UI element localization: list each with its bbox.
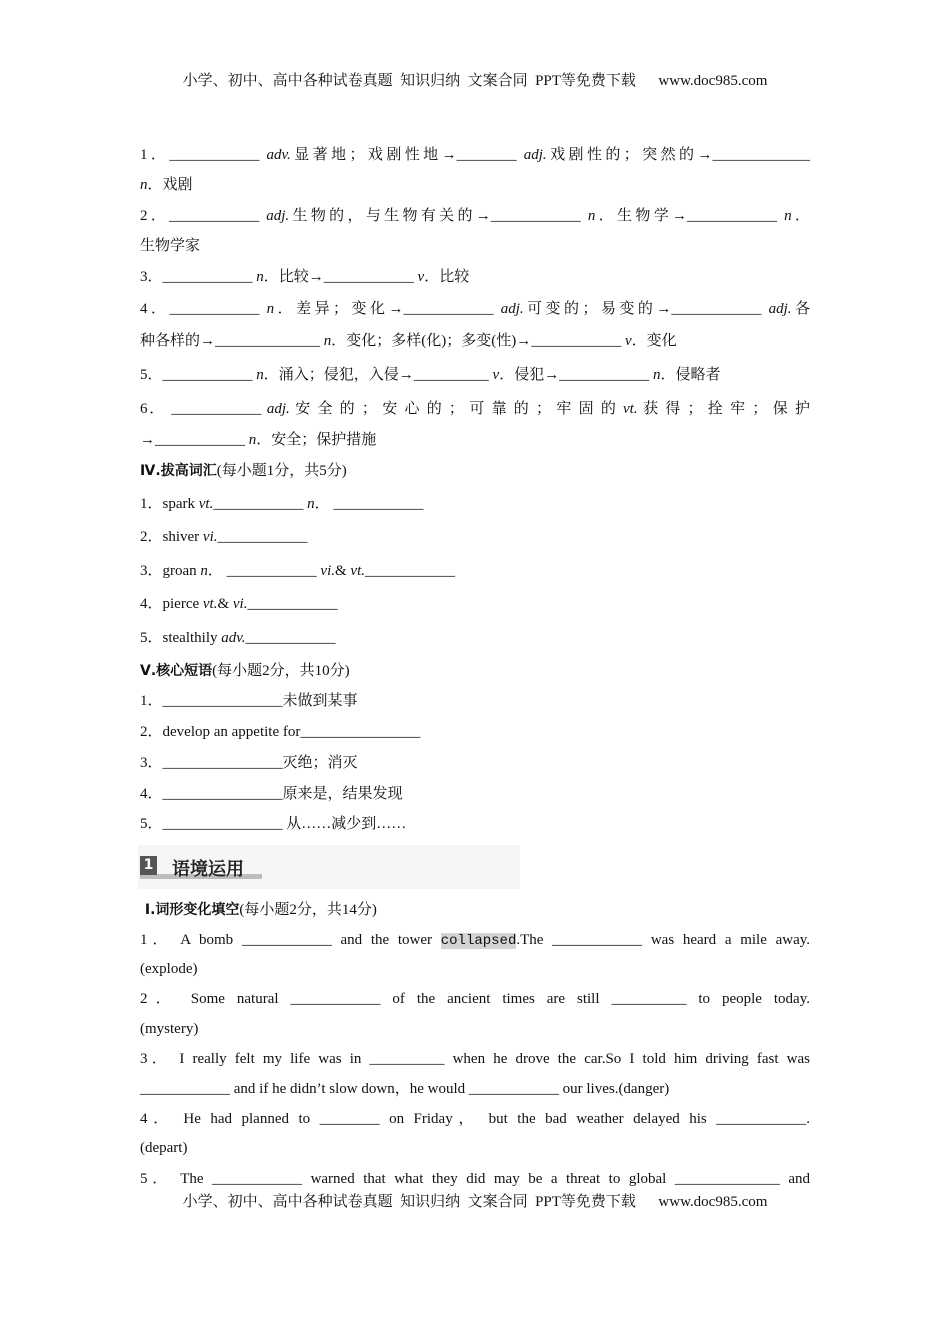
text-segment: n bbox=[266, 301, 275, 317]
text-line bbox=[140, 784, 810, 804]
text-segment: adj. bbox=[523, 147, 547, 163]
text-segment: 种各样的→______________ bbox=[140, 333, 324, 349]
text-segment: ．侵略者 bbox=[660, 367, 721, 383]
text-segment: ____________ and if he didn’t slow down，he would ____________ our lives.(danger) bbox=[140, 1081, 670, 1097]
text-segment: (explode) bbox=[140, 961, 198, 977]
text-segment: ．变化 bbox=[631, 333, 677, 349]
text-segment: ． bbox=[791, 208, 810, 224]
text-segment: 显著地；戏剧性地→________ bbox=[290, 147, 524, 163]
text-segment: 生物的，与生物有关的→____________ bbox=[289, 208, 588, 224]
text-line bbox=[140, 145, 810, 165]
text-segment: n bbox=[200, 563, 208, 579]
text-line bbox=[140, 1019, 810, 1039]
text-segment: ．安全；保护措施 bbox=[256, 432, 377, 448]
text-line bbox=[140, 206, 810, 226]
text-line bbox=[140, 365, 810, 385]
text-line bbox=[140, 989, 810, 1009]
text-segment: adv. bbox=[221, 630, 246, 646]
text-segment: & bbox=[217, 596, 233, 612]
text-line bbox=[140, 1109, 810, 1129]
page-header: 小学、初中、高中各种试卷真题 知识归纳 文案合同 PPT等免费下载 www.doc985.com bbox=[182, 73, 768, 89]
text-line bbox=[140, 691, 810, 711]
section-heading: Ⅰ.词形变化填空 bbox=[140, 902, 240, 918]
text-segment: 5．stealthily bbox=[140, 630, 222, 646]
section-heading: Ⅳ.拔高词汇 bbox=[140, 463, 217, 479]
text-segment: ____________ bbox=[245, 630, 336, 646]
highlighted-word: collapsed bbox=[440, 933, 517, 949]
text-segment: n bbox=[256, 367, 264, 383]
text-segment: 3．____________ bbox=[140, 269, 257, 285]
text-line bbox=[140, 527, 810, 547]
text-segment: ．比较 bbox=[424, 269, 470, 285]
text-line bbox=[140, 175, 810, 195]
text-segment: v bbox=[492, 367, 500, 383]
text-segment: n bbox=[323, 333, 332, 349]
section-title: 语境运用 bbox=[172, 859, 244, 880]
text-segment: ____________ bbox=[217, 529, 308, 545]
text-segment: 获 得 ； 拴 牢 ； 保 护 bbox=[637, 401, 810, 417]
text-segment: 5．____________ bbox=[140, 367, 257, 383]
text-line bbox=[140, 959, 810, 979]
text-segment: 2．develop an appetite for________________ bbox=[140, 724, 421, 740]
text-segment: 4．____________ bbox=[140, 301, 267, 317]
text-line bbox=[140, 1138, 810, 1158]
text-line bbox=[140, 331, 810, 351]
text-line bbox=[140, 594, 810, 614]
text-segment: adj. bbox=[768, 301, 792, 317]
text-line bbox=[140, 561, 810, 581]
text-line bbox=[140, 1169, 810, 1189]
text-segment: vt. bbox=[623, 401, 638, 417]
text-segment: 4．________________原来是，结果发现 bbox=[140, 786, 403, 802]
text-segment: ． ____________ bbox=[207, 563, 321, 579]
text-segment: adj. bbox=[266, 208, 290, 224]
section-number-icon: 1 bbox=[140, 856, 157, 875]
text-segment: vt. bbox=[350, 563, 365, 579]
text-segment: 2． Some natural ____________ of the ancient times are still __________ to people today. bbox=[140, 991, 810, 1007]
text-segment: ．侵犯→____________ bbox=[499, 367, 653, 383]
text-line bbox=[140, 236, 810, 256]
text-segment: ．涌入；侵犯，入侵→__________ bbox=[263, 367, 493, 383]
text-line bbox=[140, 1049, 810, 1069]
text-segment: ．变化；多样(化)；多变(性)→____________ bbox=[331, 333, 625, 349]
text-segment: n bbox=[248, 432, 257, 448]
text-segment: adj. bbox=[266, 401, 290, 417]
text-segment: ．差异；变化→____________ bbox=[274, 301, 501, 317]
text-line bbox=[140, 722, 810, 742]
text-segment: v bbox=[625, 333, 632, 349]
text-segment: 4． He had planned to ________ on Friday， but the bad weather delayed his ____________. bbox=[140, 1111, 810, 1127]
text-segment: (mystery) bbox=[140, 1021, 199, 1037]
text-segment: vi. bbox=[320, 563, 335, 579]
text-segment: 3．groan bbox=[140, 563, 201, 579]
text-line bbox=[140, 494, 810, 514]
text-segment: ．戏剧 bbox=[147, 177, 193, 193]
text-segment: 1．____________ bbox=[140, 147, 267, 163]
text-segment: 2．shiver bbox=[140, 529, 203, 545]
text-segment: vi. bbox=[202, 529, 218, 545]
text-segment: vi. bbox=[232, 596, 248, 612]
text-segment: 生物学家 bbox=[140, 238, 201, 254]
page-footer: 小学、初中、高中各种试卷真题 知识归纳 文案合同 PPT等免费下载 www.doc985.com bbox=[182, 1194, 768, 1210]
text-segment: & bbox=[335, 563, 351, 579]
text-segment: 5．________________ 从……减少到…… bbox=[140, 816, 407, 832]
text-segment: 安 全 的 ； 安 心 的 ； 可 靠 的 ； 牢 固 的 bbox=[289, 401, 624, 417]
text-line bbox=[140, 628, 810, 648]
text-line bbox=[140, 461, 810, 481]
text-segment: →____________ bbox=[140, 432, 249, 448]
text-segment: 1． A bomb ____________ and the tower bbox=[140, 932, 441, 948]
text-segment: adj. bbox=[500, 301, 524, 317]
text-segment: 6． ____________ bbox=[140, 401, 267, 417]
text-segment: ．生物学→____________ bbox=[595, 208, 785, 224]
text-segment: (每小题1分，共5分) bbox=[216, 463, 347, 479]
text-segment: v bbox=[417, 269, 425, 285]
text-segment: n bbox=[140, 177, 148, 193]
text-segment: adv. bbox=[266, 147, 291, 163]
text-segment: .The ____________ was heard a mile away. bbox=[516, 932, 811, 948]
text-line bbox=[140, 430, 810, 450]
text-segment: 1．________________未做到某事 bbox=[140, 693, 358, 709]
section-heading: Ⅴ.核心短语 bbox=[140, 663, 213, 679]
text-segment: n bbox=[587, 208, 596, 224]
text-line bbox=[140, 299, 810, 319]
text-segment: 4．pierce bbox=[140, 596, 203, 612]
text-segment: ．比较→____________ bbox=[263, 269, 418, 285]
text-segment: (depart) bbox=[140, 1140, 188, 1156]
text-segment: 1．spark bbox=[140, 496, 199, 512]
text-segment: ____________ bbox=[247, 596, 338, 612]
text-line bbox=[140, 1079, 810, 1099]
text-line bbox=[140, 661, 810, 681]
text-segment: vt. bbox=[198, 496, 214, 512]
text-segment: 可变的；易变的→____________ bbox=[523, 301, 769, 317]
text-segment: 戏剧性的；突然的→_____________ bbox=[546, 147, 810, 163]
text-segment: (每小题2分，共14分) bbox=[239, 902, 377, 918]
text-segment: ____________ bbox=[213, 496, 308, 512]
text-line bbox=[140, 930, 810, 951]
text-segment: (每小题2分，共10分) bbox=[212, 663, 350, 679]
text-segment: n bbox=[307, 496, 315, 512]
text-segment: 3． I really felt my life was in __________ when he drove the car.So I told him driving fast was bbox=[140, 1051, 810, 1067]
text-segment: 3．________________灭绝；消灭 bbox=[140, 755, 358, 771]
text-segment: vt. bbox=[202, 596, 218, 612]
text-segment: ____________ bbox=[365, 563, 455, 579]
text-line bbox=[140, 753, 810, 773]
text-segment: n bbox=[784, 208, 792, 224]
text-segment: n bbox=[652, 367, 661, 383]
text-segment: 各 bbox=[791, 301, 810, 317]
text-line bbox=[140, 814, 810, 834]
text-segment: 5． The ____________ warned that what they did may be a threat to global ______________ and bbox=[140, 1171, 810, 1187]
text-line bbox=[140, 900, 810, 920]
text-segment: ． ____________ bbox=[314, 496, 424, 512]
text-segment: 2．____________ bbox=[140, 208, 267, 224]
text-line bbox=[140, 399, 810, 419]
text-segment: n bbox=[256, 269, 264, 285]
text-line bbox=[140, 267, 810, 287]
